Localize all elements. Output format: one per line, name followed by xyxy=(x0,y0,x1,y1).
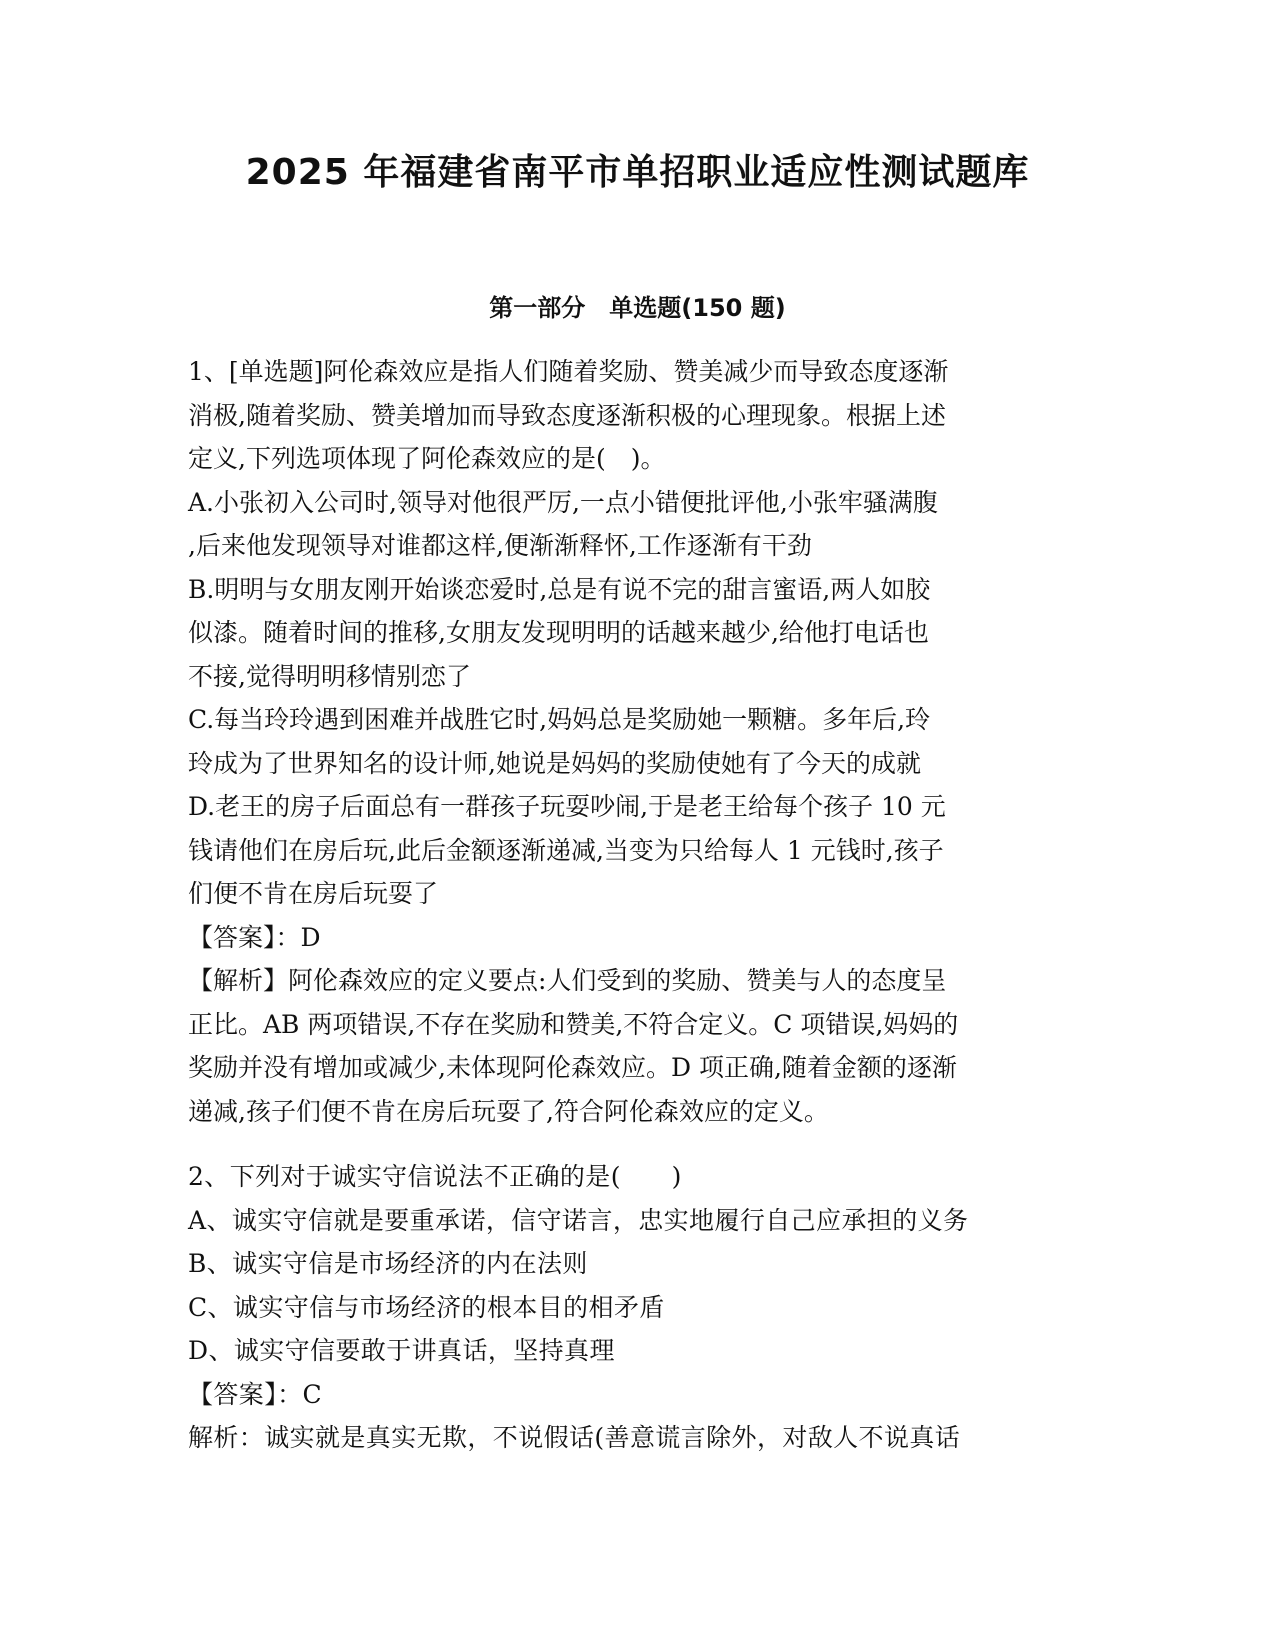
question-2 xyxy=(188,1155,1088,1460)
option-c-line: 玲成为了世界知名的设计师,她说是妈妈的奖励使她有了今天的成就 xyxy=(188,748,921,778)
option-a-line: ,后来他发现领导对谁都这样,便渐渐释怀,工作逐渐有干劲 xyxy=(188,531,812,560)
option-d-line: 钱请他们在房后玩,此后金额逐渐递减,当变为只给每人 1 元钱时,孩子 xyxy=(188,835,944,865)
question-2-line: 2、下列对于诚实守信说法不正确的是( ) xyxy=(188,1162,682,1191)
answer-line: 【答案】：D xyxy=(188,922,321,952)
option-c-line: C.每当玲玲遇到困难并战胜它时,妈妈总是奖励她一颗糖。多年后,玲 xyxy=(188,705,931,734)
analysis-line: 解析：诚实就是真实无欺，不说假话(善意谎言除外，对敌人不说真话 xyxy=(188,1423,961,1452)
option-d-line: D、诚实守信要敢于讲真话，坚持真理 xyxy=(188,1336,615,1365)
option-d-line: 们便不肯在房后玩耍了 xyxy=(188,879,439,908)
document-title: 2025 年福建省南平市单招职业适应性测试题库 xyxy=(245,152,1030,193)
option-b-line: 似漆。随着时间的推移,女朋友发现明明的话越来越少,给他打电话也 xyxy=(188,618,929,647)
answer-line: 【答案】：C xyxy=(188,1379,323,1409)
question-1 xyxy=(188,350,1088,1133)
analysis-line: 正比。AB 两项错误,不存在奖励和赞美,不符合定义。C 项错误,妈妈的 xyxy=(188,1009,959,1039)
option-a-line: A.小张初入公司时,领导对他很严厉,一点小错便批评他,小张牢骚满腹 xyxy=(188,487,938,517)
analysis-line: 递减,孩子们便不肯在房后玩耍了,符合阿伦森效应的定义。 xyxy=(188,1096,829,1126)
question-1-line: 定义,下列选项体现了阿伦森效应的是( )。 xyxy=(188,444,666,473)
option-d-line: D.老王的房子后面总有一群孩子玩耍吵闹,于是老王给每个孩子 10 元 xyxy=(188,792,946,821)
analysis-line: 奖励并没有增加或减少,未体现阿伦森效应。D 项正确,随着金额的逐渐 xyxy=(188,1053,957,1082)
question-spacer xyxy=(188,1133,1088,1155)
question-1-line: 消极,随着奖励、赞美增加而导致态度逐渐积极的心理现象。根据上述 xyxy=(188,400,946,430)
option-b-line: B、诚实守信是市场经济的内在法则 xyxy=(188,1249,588,1278)
option-a-line: A、诚实守信就是要重承诺，信守诺言，忠实地履行自己应承担的义务 xyxy=(188,1205,969,1235)
question-list xyxy=(188,350,1088,1460)
option-b-line: B.明明与女朋友刚开始谈恋爱时,总是有说不完的甜言蜜语,两人如胶 xyxy=(188,574,931,604)
analysis-line: 【解析】阿伦森效应的定义要点:人们受到的奖励、赞美与人的态度呈 xyxy=(188,966,947,995)
option-b-line: 不接,觉得明明移情别恋了 xyxy=(188,661,471,691)
section-title: 第一部分 单选题(150 题) xyxy=(489,294,786,322)
option-c-line: C、诚实守信与市场经济的根本目的相矛盾 xyxy=(188,1292,665,1322)
question-1-line: 1、[单选题]阿伦森效应是指人们随着奖励、赞美减少而导致态度逐渐 xyxy=(188,357,949,386)
